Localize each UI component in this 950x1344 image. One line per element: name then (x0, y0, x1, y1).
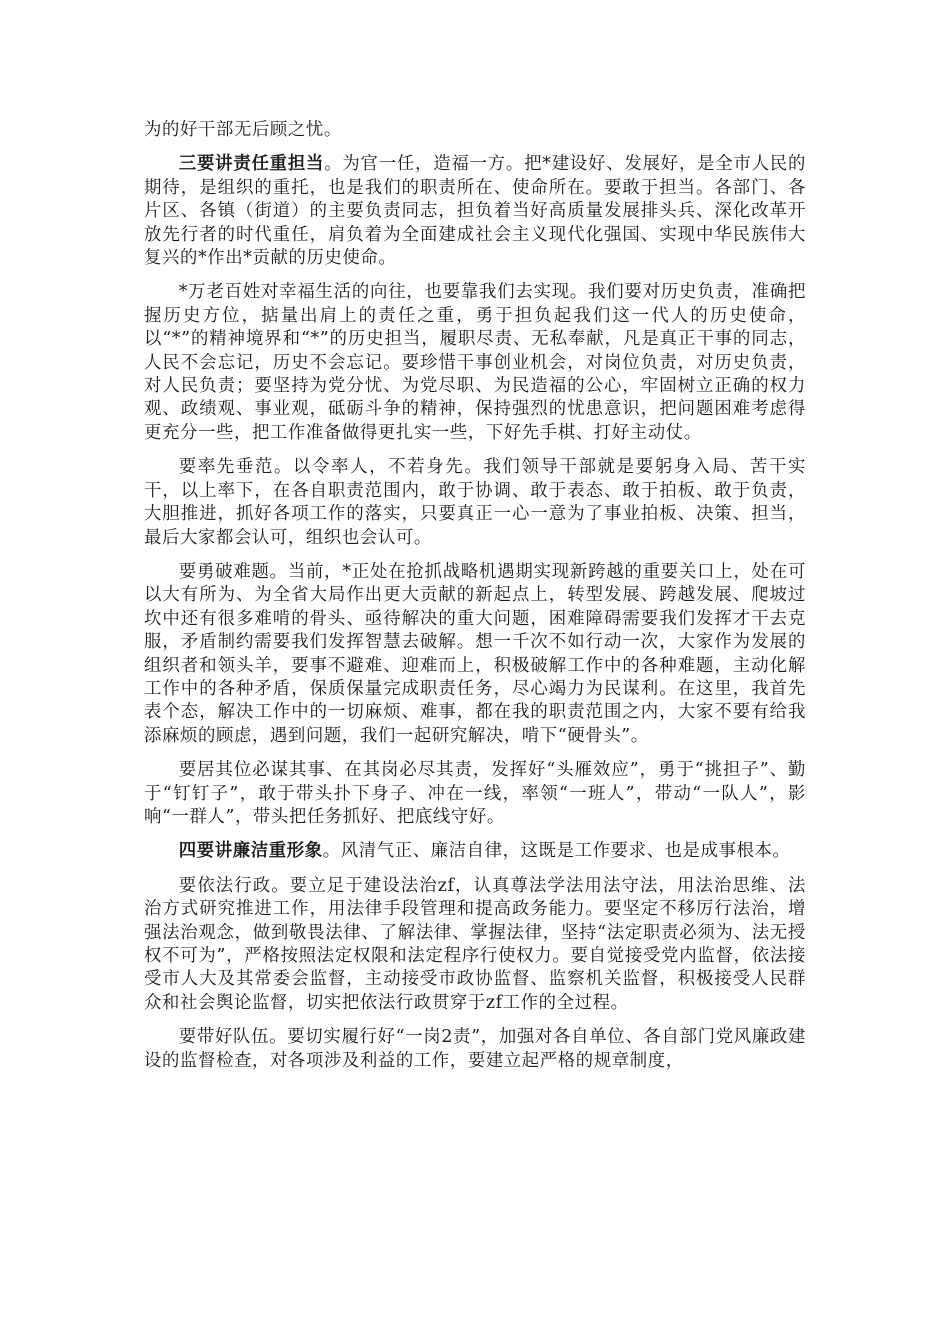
document-page (144, 119, 806, 1084)
paragraph-text: 要率先垂范。以令率人，不若身先。我们领导干部就是要躬身入局、苦干实干，以上率下，在各自职责范围内，敢于协调、敢于表态、敢于拍板、敢于负责，大胆推进，抓好各项工作的落实，只要真正一心一意为了事业拍板、决策、担当，最后大家都会认可，组织也会认可。 (144, 457, 806, 548)
paragraph-6 (144, 759, 806, 829)
paragraph-1 (144, 119, 806, 142)
paragraph-text: 。风清气正、廉洁自律，这既是工作要求、也是成事根本。 (322, 841, 791, 862)
paragraph-text: 要居其位必谋其事、在其岗必尽其责，发挥好“头雁效应”，勇于“挑担子”、勤于“钉钉子”，敢于带头扑下身子、冲在一线，率领“一班人”，带动“一队人”，影响“一群人”，带头把任务抓好、把底线守好。 (144, 760, 806, 827)
paragraph-3 (144, 281, 806, 445)
paragraph-4 (144, 456, 806, 550)
paragraph-text: 。为官一任，造福一方。把*建设好、发展好，是全市人民的期待，是组织的重托，也是我们的职责所在、使命所在。要敢于担当。各部门、各片区、各镇（街道）的主要负责同志，担负着当好高质量发展排头兵、深化改革开放先行者的时代重任，肩负着为全面建成社会主义现代化强国、实现中华民族伟大复兴的*作出*贡献的历史使命。 (144, 154, 806, 269)
paragraph-text: 为的好干部无后顾之忧。 (144, 120, 342, 140)
paragraph-9 (144, 1026, 806, 1073)
paragraph-8 (144, 875, 806, 1015)
paragraph-text: 要依法行政。要立足于建设法治zf，认真尊法学法用法守法，用法治思维、法治方式研究推进工作，用法律手段管理和提高政务能力。要坚定不移厉行法治，增强法治观念，做到敬畏法律、了解法律、掌握法律，坚持“法定职责必须为、法无授权不可为”，严格按照法定权限和法定程序行使权力。要自觉接受党内监督，依法接受市人大及其常委会监督，主动接受市政协监督、监察机关监督，积极接受人民群众和社会舆论监督，切实把依法行政贯穿于zf工作的全过程。 (144, 875, 806, 1013)
section-heading-4: 四要讲廉洁重形象 (178, 841, 323, 862)
paragraph-7 (144, 840, 806, 863)
paragraph-text: 要勇破难题。当前，*正处在抢抓战略机遇期实现新跨越的重要关口上，处在可以大有所为、为全省大局作出更大贡献的新起点上，转型发展、跨越发展、爬坡过坎中还有很多难啃的骨头、亟待解决的重大问题，困难障碍需要我们发挥才干去克服，矛盾制约需要我们发挥智慧去破解。想一千次不如行动一次，大家作为发展的组织者和领头羊，要事不避难、迎难而上，积极破解工作中的各种难题，主动化解工作中的各种矛盾，保质保量完成职责任务，尽心竭力为民谋利。在这里，我首先表个态，解决工作中的一切麻烦、难事，都在我的职责范围之内，大家不要有给我添麻烦的顾虑，遇到问题，我们一起研究解决，啃下“硬骨头”。 (144, 561, 806, 746)
paragraph-2 (144, 153, 806, 270)
paragraph-5 (144, 561, 806, 748)
section-heading-3: 三要讲责任重担当 (178, 154, 325, 175)
paragraph-text: 要带好队伍。要切实履行好“一岗2责”，加强对各自单位、各自部门党风廉政建设的监督检查，对各项涉及利益的工作，要建立起严格的规章制度， (144, 1027, 806, 1071)
paragraph-text: *万老百姓对幸福生活的向往，也要靠我们去实现。我们要对历史负责，准确把握历史方位，掂量出肩上的责任之重，勇于担负起我们这一代人的历史使命，以“*”的精神境界和“*”的历史担当，履职尽责、无私奉献，凡是真正干事的同志，人民不会忘记，历史不会忘记。要珍惜干事创业机会，对岗位负责，对历史负责，对人民负责；要坚持为党分忧、为党尽职、为民造福的公心，牢固树立正确的权力观、政绩观、事业观，砥砺斗争的精神，保持强烈的忧患意识，把问题困难考虑得更充分一些，把工作准备做得更扎实一些，下好先手棋、打好主动仗。 (144, 282, 806, 443)
